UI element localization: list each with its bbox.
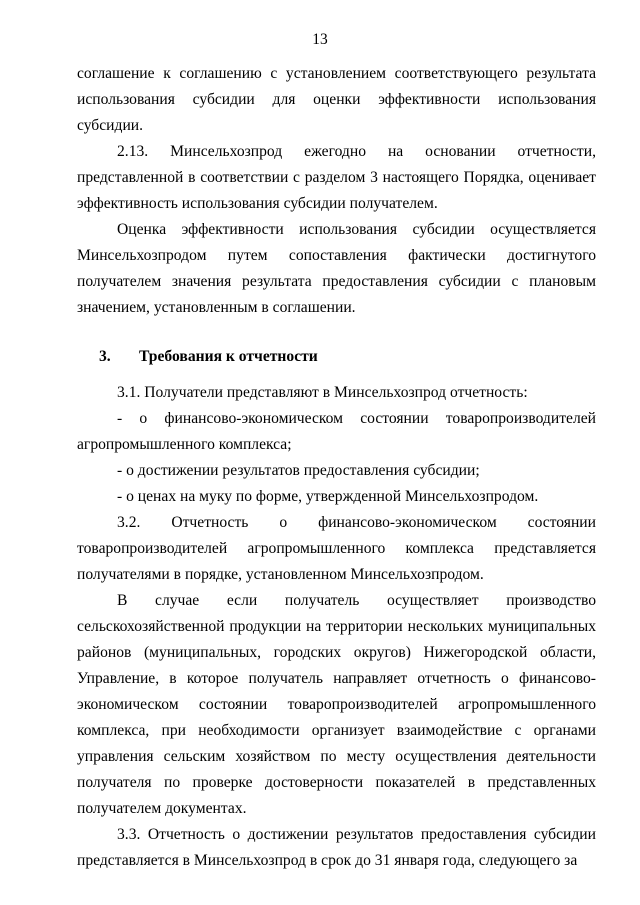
paragraph-3-3: 3.3. Отчетность о достижении результатов предоставления субсидии представляется в Минсельхозпрод в срок до 31 января года, следующего за: [77, 826, 596, 869]
paragraph-agreement-continuation: соглашение к соглашению с установлением соответствующего результата использования субсидии для оценки эффективности использования субсидии.: [77, 65, 596, 134]
list-item-financial-state: - о финансово-экономическом состоянии товаропроизводителей агропромышленного комплекса;: [77, 410, 596, 453]
list-item-results: - о достижении результатов предоставления субсидии;: [117, 462, 480, 479]
section-heading: [77, 344, 596, 370]
document-body: [77, 61, 596, 874]
section-number: 3.: [99, 348, 111, 365]
page-number: 13: [312, 31, 328, 48]
paragraph-3-1: 3.1. Получатели представляют в Минсельхозпрод отчетность:: [117, 384, 528, 401]
paragraph-2-13: 2.13. Минсельхозпрод ежегодно на основании отчетности, представленной в соответствии с разделом 3 настоящего Порядка, оценивает эффективность использования субсидии получателем.: [77, 143, 596, 212]
list-item-flour-prices: - о ценах на муку по форме, утвержденной Минсельхозпродом.: [117, 488, 539, 505]
paragraph-evaluation: Оценка эффективности использования субсидии осуществляется Минсельхозпродом путем сопоставления фактически достигнутого получателем значения результата предоставления субсидии с плановым значением, установленным в соглашении.: [77, 221, 596, 316]
paragraph-3-2: 3.2. Отчетность о финансово-экономическом состоянии товаропроизводителей агропромышленного комплекса представляется получателями в порядке, установленном Минсельхозпродом.: [77, 514, 596, 583]
section-title: Требования к отчетности: [139, 348, 318, 365]
paragraph-multiple-districts: В случае если получатель осуществляет производство сельскохозяйственной продукции на территории нескольких муниципальных районов (муниципальных, городских округов) Нижегородской области, Управление, в которое получатель направляет отчетность о финансово-экономическом состоянии товаропроизводителей агропромышленного комплекса, при необходимости организует взаимодействие с органами управления сельским хозяйством по месту осуществления деятельности получателя по проверке достоверности показателей в представленных получателем документах.: [77, 592, 596, 817]
